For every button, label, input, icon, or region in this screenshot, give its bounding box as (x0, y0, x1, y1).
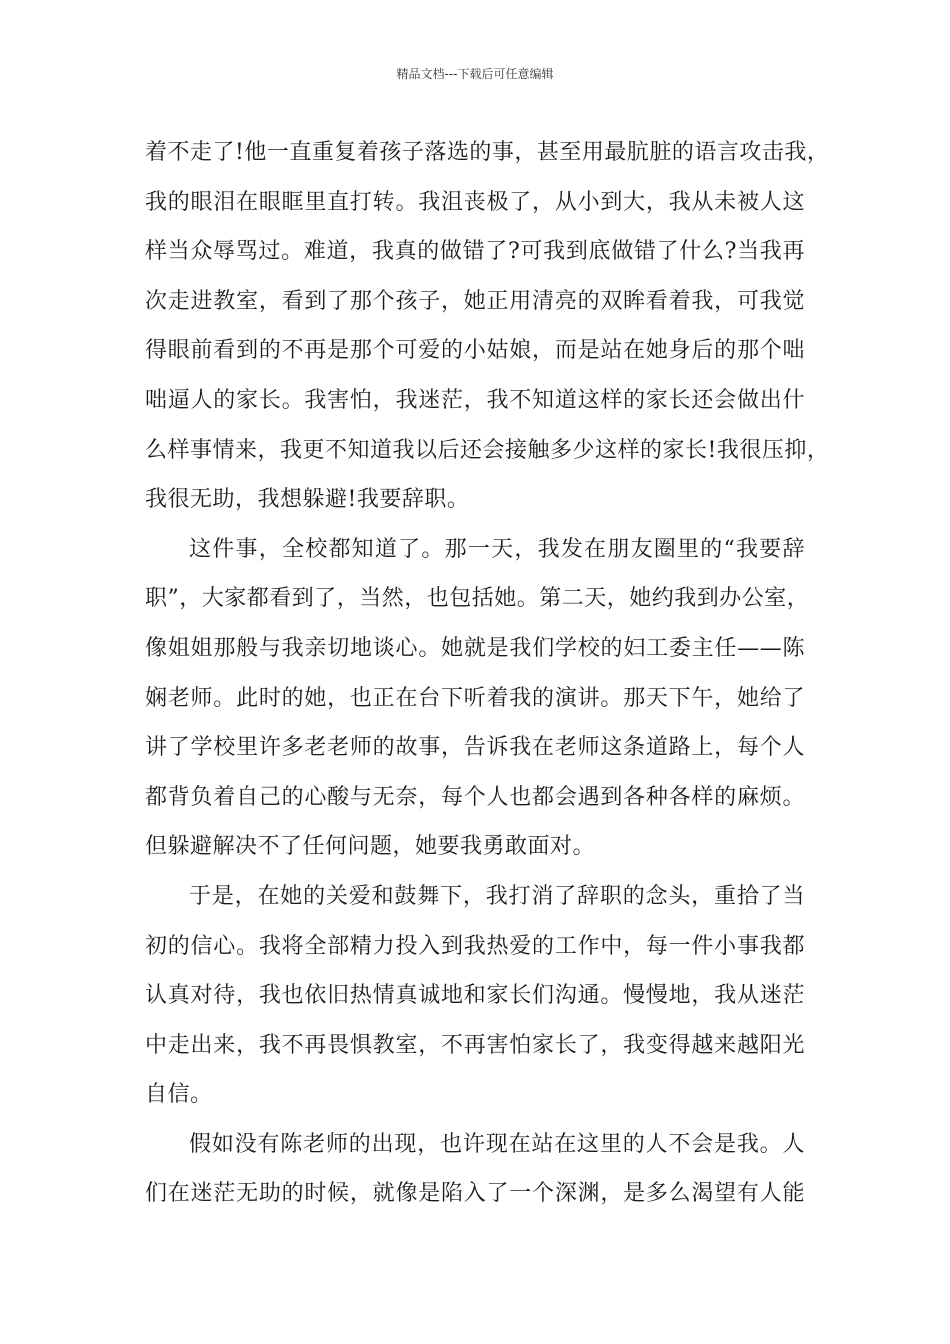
text-line: 得眼前看到的不再是那个可爱的小姑娘，而是站在她身后的那个咄 (145, 338, 805, 364)
text-line: 中走出来，我不再畏惧教室，不再害怕家长了，我变得越来越阳光 (145, 1032, 805, 1058)
text-line: 我的眼泪在眼眶里直打转。我沮丧极了，从小到大，我从未被人这 (145, 189, 805, 215)
page-header: 精品文档---下载后可任意编辑 (396, 67, 554, 81)
text-line: 认真对待，我也依旧热情真诚地和家长们沟通。慢慢地，我从迷茫 (145, 983, 805, 1009)
text-line: 我很无助，我想躲避!我要辞职。 (145, 487, 470, 513)
text-line: 职”，大家都看到了，当然，也包括她。第二天，她约我到办公室， (145, 586, 810, 612)
text-line: 娴老师。此时的她，也正在台下听着我的演讲。那天下午，她给了 (145, 685, 805, 711)
body-text (145, 128, 830, 1219)
text-line: 自信。 (145, 1082, 213, 1108)
paragraph-start-line: 假如没有陈老师的出现，也许现在站在这里的人不会是我。人 (189, 1131, 805, 1157)
text-line: 着不走了!他一直重复着孩子落选的事，甚至用最肮脏的语言攻击我， (145, 140, 830, 165)
text-line: 咄逼人的家长。我害怕，我迷茫，我不知道这样的家长还会做出什 (145, 387, 805, 413)
text-line: 但躲避解决不了任何问题，她要我勇敢面对。 (145, 834, 596, 860)
paragraph-start-line: 于是，在她的关爱和鼓舞下，我打消了辞职的念头，重拾了当 (189, 883, 805, 909)
text-line: 都背负着自己的心酸与无奈，每个人也都会遇到各种各样的麻烦。 (145, 784, 805, 810)
text-line: 们在迷茫无助的时候，就像是陷入了一个深渊，是多么渴望有人能 (145, 1181, 805, 1207)
text-line: 样当众辱骂过。难道，我真的做错了?可我到底做错了什么?当我再 (145, 239, 805, 265)
text-line: 讲了学校里许多老老师的故事，告诉我在老师这条道路上，每个人 (145, 735, 805, 761)
text-line: 像姐姐那般与我亲切地谈心。她就是我们学校的妇工委主任——陈 (145, 635, 805, 661)
paragraph-start-line: 这件事，全校都知道了。那一天，我发在朋友圈里的“我要辞 (189, 536, 805, 562)
text-line: 么样事情来，我更不知道我以后还会接触多少这样的家长!我很压抑， (145, 437, 830, 463)
text-line: 初的信心。我将全部精力投入到我热爱的工作中，每一件小事我都 (145, 933, 805, 959)
text-line: 次走进教室，看到了那个孩子，她正用清亮的双眸看着我，可我觉 (145, 288, 805, 314)
